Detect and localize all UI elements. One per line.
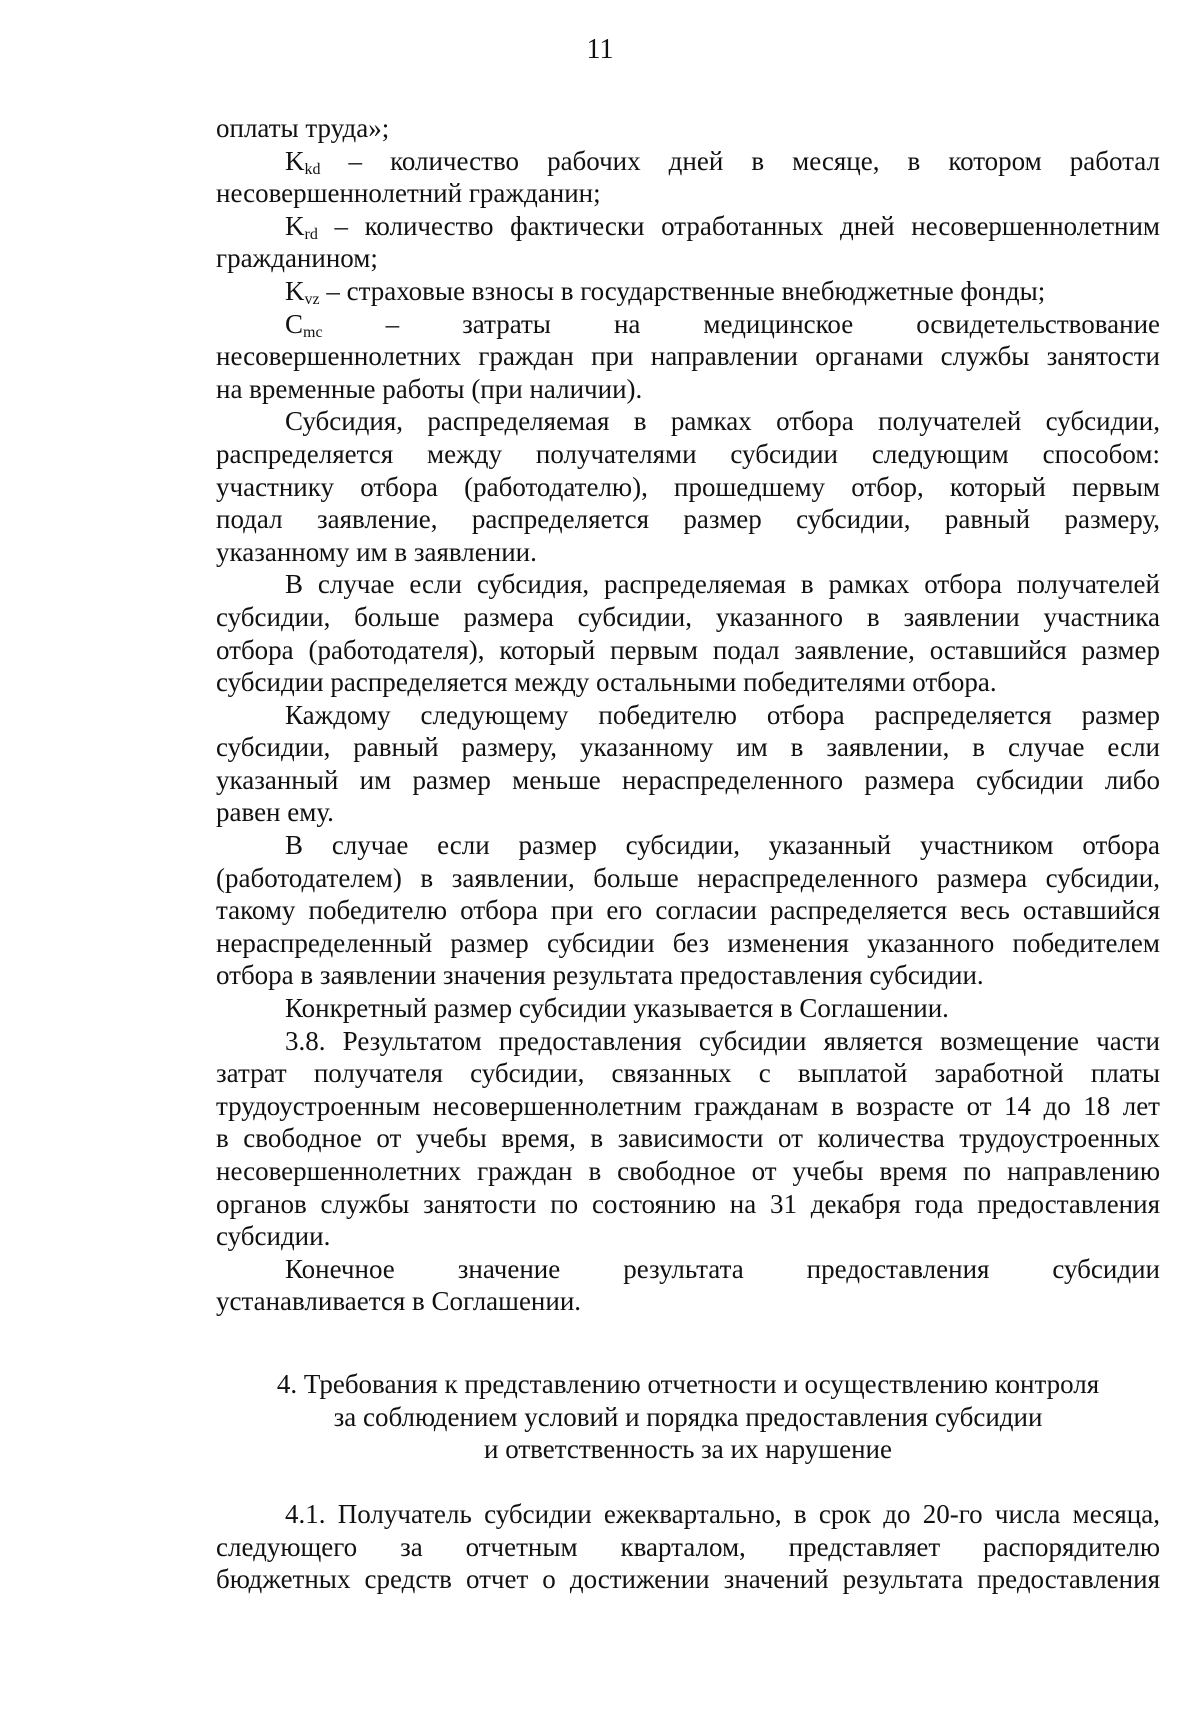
line-text: гражданином;: [216, 243, 378, 274]
symbol: $C_{mc}$: [285, 308, 323, 341]
text-line: [216, 1025, 1160, 1058]
line-text: отбора (работодателя), который первым подал заявление, оставшийся размер: [216, 634, 1160, 665]
text-line: [216, 601, 1160, 634]
line-text: оплаты труда»;: [216, 113, 390, 143]
text-line: [216, 666, 1160, 699]
heading-line-1: 4. Требования к представлению отчетности и осуществлению контроля: [276, 1369, 1100, 1399]
text-line: [216, 471, 1160, 504]
line-text: органов службы занятости по состоянию на 31 декабря года предоставления: [216, 1188, 1160, 1219]
text-line: [216, 1188, 1160, 1221]
text-line: [216, 1155, 1160, 1188]
line-text: Конкретный размер субсидии указывается в Соглашении.: [285, 993, 949, 1024]
text-line: [216, 373, 1160, 406]
text-line: [216, 112, 1160, 145]
text-line: [216, 829, 1160, 862]
symbol-subscript: kd: [304, 160, 321, 178]
text-line: [216, 894, 1160, 927]
text-line: [216, 1057, 1160, 1090]
line-text: несовершеннолетних граждан в свободное от учебы время по направлению: [216, 1156, 1160, 1186]
text-line: [216, 959, 1160, 992]
line-text: (работодателем) в заявлении, больше нераспределенного размера субсидии,: [216, 862, 1160, 893]
line-text: субсидии, больше размера субсидии, указанного в заявлении участника: [216, 601, 1160, 632]
line-text: субсидии распределяется между остальными победителями отбора.: [216, 667, 997, 698]
line-text: – страховые взносы в государственные внебюджетные фонды;: [319, 275, 1046, 306]
text-line: [216, 177, 1160, 210]
line-text: распределяется между получателями субсидии следующим способом:: [216, 438, 1160, 469]
line-text: подал заявление, распределяется размер субсидии, равный размеру,: [216, 504, 1160, 535]
line-text: 3.8. Результатом предоставления субсидии является возмещение части: [285, 1025, 1160, 1056]
line-text: затрат получателя субсидии, связанных с выплатой заработной платы: [216, 1058, 1160, 1089]
text-line: [216, 1253, 1160, 1286]
symbol-subscript: vz: [304, 290, 320, 308]
line-text: устанавливается в Соглашении.: [216, 1286, 582, 1317]
symbol: $K_{rd}$: [285, 210, 318, 243]
symbol: $K_{kd}$: [285, 145, 321, 178]
line-text: в свободное от учебы время, в зависимости от количества трудоустроенных: [216, 1123, 1160, 1154]
line-text: отбора в заявлении значения результата предоставления субсидии.: [216, 960, 984, 991]
heading-line-2: за соблюдением условий и порядка предоставления субсидии: [333, 1401, 1043, 1432]
line-text: Субсидия, распределяемая в рамках отбора получателей субсидии,: [285, 406, 1160, 437]
text-line: [216, 438, 1160, 471]
line-text: – количество фактически отработанных дней несовершеннолетним: [317, 210, 1160, 241]
text-line: [216, 1122, 1160, 1155]
body-text: [216, 112, 1160, 1318]
text-line: [216, 634, 1160, 667]
text-line: [216, 145, 1160, 178]
line-text: следующего за отчетным кварталом, представляет распорядителю: [216, 1531, 1160, 1562]
text-line: [216, 242, 1160, 275]
text-line: [216, 1090, 1160, 1123]
text-line: [216, 927, 1160, 960]
text-line: [216, 1563, 1160, 1596]
text-line: [216, 536, 1160, 569]
text-line: [216, 764, 1160, 797]
section-4-text: [216, 1498, 1160, 1596]
text-line: [216, 796, 1160, 829]
line-text: Каждому следующему победителю отбора распределяется размер: [285, 699, 1160, 730]
line-text: несовершеннолетний гражданин;: [216, 178, 601, 209]
line-text: Конечное значение результата предоставления субсидии: [285, 1253, 1160, 1284]
line-text: субсидии.: [216, 1221, 331, 1252]
text-line: [216, 275, 1160, 308]
text-line: [216, 568, 1160, 601]
line-text: В случае если субсидия, распределяемая в рамках отбора получателей: [285, 569, 1160, 600]
text-line: [216, 340, 1160, 373]
text-line: [216, 992, 1160, 1025]
line-text: субсидии, равный размеру, указанному им в заявлении, в случае если: [216, 732, 1160, 763]
line-text: нераспределенный размер субсидии без изменения указанного победителем: [216, 927, 1160, 958]
line-text: такому победителю отбора при его согласии распределяется весь оставшийся: [216, 895, 1160, 926]
line-text: указанному им в заявлении.: [216, 536, 537, 567]
line-text: участнику отбора (работодателю), прошедшему отбор, который первым: [216, 471, 1160, 502]
text-line: [216, 699, 1160, 732]
text-line: [216, 210, 1160, 243]
text-line: [216, 731, 1160, 764]
line-text: трудоустроенным несовершеннолетним гражданам в возрасте от 14 до 18 лет: [216, 1090, 1160, 1121]
symbol: $K_{vz}$: [285, 275, 320, 308]
text-line: [216, 862, 1160, 895]
text-line: [216, 1220, 1160, 1253]
text-line: [216, 1285, 1160, 1318]
text-line: [216, 503, 1160, 536]
text-line: [216, 308, 1160, 341]
text-line: [216, 1531, 1160, 1564]
line-text: указанный им размер меньше нераспределенного размера субсидии либо: [216, 764, 1160, 795]
text-line: [216, 1498, 1160, 1531]
text-line: [216, 405, 1160, 438]
line-text: равен ему.: [216, 797, 334, 828]
section-heading: [216, 1368, 1160, 1466]
line-text: бюджетных средств отчет о достижении значений результата предоставления: [216, 1564, 1160, 1595]
line-text: 4.1. Получатель субсидии ежеквартально, в срок до 20-го числа месяца,: [285, 1499, 1160, 1529]
symbol-subscript: mc: [303, 323, 323, 341]
page-number: 11: [586, 34, 614, 65]
line-text: – затраты на медицинское освидетельствование: [322, 308, 1160, 339]
line-text: – количество рабочих дней в месяце, в котором работал: [320, 145, 1160, 176]
symbol-subscript: rd: [304, 225, 318, 243]
line-text: несовершеннолетних граждан при направлении органами службы занятости: [216, 341, 1160, 372]
line-text: В случае если размер субсидии, указанный участником отбора: [285, 830, 1160, 861]
line-text: на временные работы (при наличии).: [216, 373, 643, 404]
heading-line-3: и ответственность за их нарушение: [484, 1434, 892, 1465]
